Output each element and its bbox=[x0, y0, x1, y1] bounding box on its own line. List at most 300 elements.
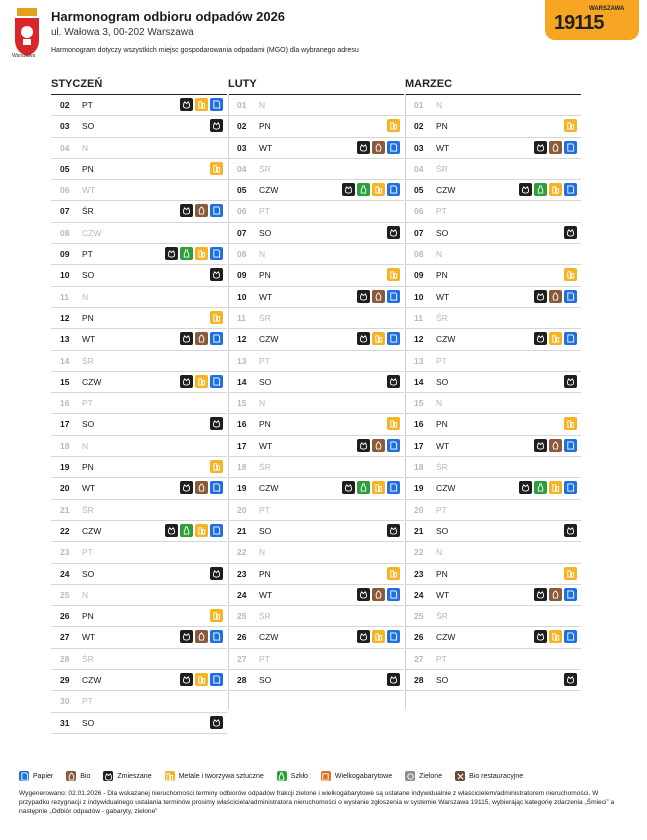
mixed-waste-icon bbox=[564, 375, 577, 388]
glass-icon bbox=[534, 183, 547, 196]
day-number: 08 bbox=[237, 249, 247, 260]
waste-icons bbox=[387, 567, 400, 580]
weekday: SO bbox=[436, 675, 449, 686]
mixed-waste-icon bbox=[165, 247, 178, 260]
day-number: 19 bbox=[237, 483, 247, 494]
waste-icons bbox=[387, 268, 400, 281]
day-row bbox=[51, 564, 227, 585]
legend-item bbox=[165, 771, 264, 781]
day-row bbox=[405, 265, 581, 286]
bio-waste-icon bbox=[195, 332, 208, 345]
bio-waste-icon bbox=[372, 588, 385, 601]
metal-plastic-icon bbox=[210, 311, 223, 324]
weekday: PT bbox=[259, 206, 270, 217]
weekday: N bbox=[82, 440, 89, 451]
day-row bbox=[51, 308, 227, 329]
glass-icon bbox=[180, 247, 193, 260]
column-divider bbox=[228, 94, 229, 709]
legend bbox=[19, 771, 523, 781]
day-row bbox=[228, 500, 404, 521]
legend-label: Bio restauracyjne bbox=[469, 772, 524, 780]
paper-icon bbox=[564, 481, 577, 494]
metal-plastic-icon bbox=[549, 183, 562, 196]
weekday: PT bbox=[82, 398, 93, 409]
day-number: 03 bbox=[237, 142, 247, 153]
day-number: 25 bbox=[414, 611, 424, 622]
day-number: 01 bbox=[414, 100, 424, 110]
day-number: 10 bbox=[414, 291, 424, 302]
month-header: STYCZEŃ bbox=[51, 78, 103, 90]
metal-plastic-icon bbox=[372, 332, 385, 345]
weekday: CZW bbox=[259, 483, 279, 494]
day-row bbox=[51, 478, 227, 499]
mixed-waste-icon bbox=[180, 204, 193, 217]
day-number: 04 bbox=[414, 163, 424, 174]
day-row bbox=[405, 564, 581, 585]
day-number: 28 bbox=[60, 653, 70, 664]
weekday: CZW bbox=[436, 632, 456, 643]
day-row bbox=[228, 308, 404, 329]
weekday: SO bbox=[82, 121, 95, 132]
weekday: PT bbox=[259, 355, 270, 366]
day-number: 22 bbox=[60, 525, 70, 536]
day-row bbox=[405, 180, 581, 201]
day-row bbox=[51, 691, 227, 712]
day-row bbox=[405, 542, 581, 563]
day-number: 26 bbox=[237, 632, 247, 643]
green-waste-icon bbox=[405, 771, 415, 781]
mixed-waste-icon bbox=[357, 141, 370, 154]
weekday: N bbox=[82, 589, 89, 600]
glass-icon bbox=[357, 481, 370, 494]
waste-icons bbox=[387, 375, 400, 388]
legend-label: Wielkogabarytowe bbox=[334, 772, 393, 780]
day-row bbox=[228, 116, 404, 137]
footer-note: Wygenerowano: 02.01.2026 - Dla wskazanej nieruchomości terminy odbiorów odpadów frakcji zielone i wielkogabarytowe są ustalane indywidualnie z właścicielem/administratorem nieruchomości. W przypadku rezygnacji z indywidualnego ustalania terminów prosimy właściciela/administratora nieruchomości o wysłanie zgłoszenia w systemie Warszawa 19115, wybierając kategorię zdarzenia „Śmieci” a następnie „Odbiór odpadów - gabaryty, zielone” bbox=[19, 790, 615, 815]
day-row bbox=[405, 372, 581, 393]
paper-icon bbox=[210, 204, 223, 217]
weekday: PN bbox=[259, 568, 271, 579]
weekday: PN bbox=[82, 611, 94, 622]
weekday: SO bbox=[259, 675, 272, 686]
metal-plastic-icon bbox=[372, 481, 385, 494]
waste-icons bbox=[387, 417, 400, 430]
day-number: 18 bbox=[237, 462, 247, 473]
waste-icons bbox=[519, 183, 577, 196]
day-row bbox=[405, 478, 581, 499]
paper-icon bbox=[564, 630, 577, 643]
weekday: ŚR bbox=[259, 462, 271, 473]
weekday: ŚR bbox=[259, 312, 271, 323]
weekday: PN bbox=[82, 462, 94, 473]
day-row bbox=[228, 670, 404, 691]
weekday: SO bbox=[82, 717, 95, 728]
day-list bbox=[51, 94, 227, 734]
day-row bbox=[51, 372, 227, 393]
day-number: 27 bbox=[60, 632, 70, 643]
day-row bbox=[51, 414, 227, 435]
day-number: 05 bbox=[237, 185, 247, 196]
weekday: SO bbox=[259, 376, 272, 387]
day-number: 14 bbox=[414, 376, 424, 387]
weekday: PN bbox=[259, 121, 271, 132]
metal-plastic-icon bbox=[564, 417, 577, 430]
waste-icons bbox=[564, 673, 577, 686]
bio-waste-icon bbox=[549, 290, 562, 303]
day-number: 23 bbox=[60, 547, 70, 558]
weekday: PT bbox=[436, 206, 447, 217]
day-row bbox=[405, 201, 581, 222]
warszawa-coat-of-arms-icon bbox=[13, 8, 41, 58]
mixed-waste-icon bbox=[387, 375, 400, 388]
weekday: N bbox=[259, 547, 266, 558]
waste-icons bbox=[564, 119, 577, 132]
metal-plastic-icon bbox=[564, 567, 577, 580]
paper-icon bbox=[210, 524, 223, 537]
day-row bbox=[228, 265, 404, 286]
page-title: Harmonogram odbioru odpadów 2026 bbox=[51, 9, 286, 24]
waste-icons bbox=[180, 332, 223, 345]
paper-icon bbox=[210, 98, 223, 111]
weekday: CZW bbox=[436, 185, 456, 196]
weekday: SO bbox=[436, 227, 449, 238]
weekday: ŚR bbox=[436, 312, 448, 323]
weekday: PN bbox=[259, 270, 271, 281]
paper-icon bbox=[210, 481, 223, 494]
weekday: WT bbox=[82, 632, 96, 643]
legend-label: Zielone bbox=[419, 772, 443, 780]
paper-icon bbox=[564, 588, 577, 601]
brand-number: 19115 bbox=[554, 12, 604, 34]
day-row bbox=[228, 521, 404, 542]
day-number: 20 bbox=[237, 504, 247, 515]
day-number: 16 bbox=[237, 419, 247, 430]
legend-item bbox=[277, 771, 308, 781]
day-row bbox=[228, 287, 404, 308]
day-row bbox=[405, 500, 581, 521]
waste-icons bbox=[534, 630, 577, 643]
weekday: SO bbox=[82, 419, 95, 430]
legend-item bbox=[66, 771, 90, 781]
waste-icons bbox=[519, 481, 577, 494]
day-number: 29 bbox=[60, 675, 70, 686]
month-header: MARZEC bbox=[405, 78, 453, 90]
day-row bbox=[228, 159, 404, 180]
waste-icons bbox=[534, 290, 577, 303]
day-number: 08 bbox=[60, 227, 70, 238]
mixed-waste-icon bbox=[342, 481, 355, 494]
weekday: WT bbox=[259, 440, 273, 451]
day-row bbox=[51, 542, 227, 563]
day-number: 16 bbox=[60, 398, 70, 409]
day-number: 12 bbox=[414, 334, 424, 345]
day-row bbox=[51, 116, 227, 137]
day-row bbox=[405, 393, 581, 414]
day-number: 22 bbox=[237, 547, 247, 558]
brand-19115-badge bbox=[545, 0, 639, 40]
day-row bbox=[228, 457, 404, 478]
weekday: WT bbox=[436, 440, 450, 451]
day-row bbox=[228, 329, 404, 350]
day-number: 26 bbox=[60, 611, 70, 622]
day-number: 12 bbox=[237, 334, 247, 345]
mixed-waste-icon bbox=[357, 439, 370, 452]
day-row bbox=[228, 393, 404, 414]
waste-icons bbox=[357, 439, 400, 452]
waste-icons bbox=[180, 673, 223, 686]
day-number: 04 bbox=[237, 163, 247, 174]
mixed-waste-icon bbox=[564, 673, 577, 686]
metal-plastic-icon bbox=[387, 567, 400, 580]
weekday: ŚR bbox=[436, 462, 448, 473]
day-number: 06 bbox=[60, 185, 70, 196]
day-row bbox=[405, 116, 581, 137]
day-number: 11 bbox=[237, 312, 246, 323]
weekday: WT bbox=[82, 185, 96, 196]
legend-label: Szkło bbox=[290, 772, 308, 780]
day-row bbox=[51, 287, 227, 308]
day-number: 18 bbox=[60, 440, 70, 451]
day-number: 20 bbox=[60, 483, 70, 494]
day-number: 17 bbox=[414, 440, 424, 451]
weekday: PT bbox=[82, 696, 93, 707]
glass-icon bbox=[180, 524, 193, 537]
day-row bbox=[228, 564, 404, 585]
paper-icon bbox=[387, 332, 400, 345]
weekday: ŚR bbox=[82, 206, 94, 217]
day-number: 03 bbox=[60, 121, 70, 132]
weekday: CZW bbox=[82, 675, 102, 686]
day-row bbox=[51, 244, 227, 265]
day-row bbox=[228, 606, 404, 627]
mixed-waste-icon bbox=[564, 524, 577, 537]
day-row bbox=[405, 329, 581, 350]
metal-plastic-icon bbox=[372, 630, 385, 643]
day-row bbox=[51, 180, 227, 201]
day-row bbox=[405, 627, 581, 648]
legend-item bbox=[405, 771, 442, 781]
day-number: 30 bbox=[60, 696, 70, 707]
waste-icons bbox=[387, 119, 400, 132]
day-number: 31 bbox=[60, 717, 70, 728]
day-row bbox=[405, 670, 581, 691]
waste-icons bbox=[210, 716, 223, 729]
day-row bbox=[228, 180, 404, 201]
waste-icons bbox=[564, 226, 577, 239]
metal-plastic-icon bbox=[210, 162, 223, 175]
weekday: PT bbox=[82, 100, 93, 110]
mixed-waste-icon bbox=[519, 183, 532, 196]
metal-plastic-icon bbox=[195, 247, 208, 260]
waste-icons bbox=[564, 524, 577, 537]
weekday: CZW bbox=[259, 632, 279, 643]
day-row bbox=[51, 457, 227, 478]
mixed-waste-icon bbox=[534, 588, 547, 601]
day-number: 03 bbox=[414, 142, 424, 153]
mixed-waste-icon bbox=[357, 630, 370, 643]
waste-icons bbox=[210, 311, 223, 324]
legend-label: Zmieszane bbox=[117, 772, 152, 780]
day-row bbox=[51, 159, 227, 180]
weekday: N bbox=[259, 398, 266, 409]
logo-caption: Warszawa bbox=[12, 53, 36, 59]
metal-plastic-icon bbox=[387, 119, 400, 132]
description: Harmonogram dotyczy wszystkich miejsc gospodarowania odpadami (MGO) dla wybranego adresu bbox=[51, 47, 359, 54]
paper-icon bbox=[564, 439, 577, 452]
metal-plastic-icon bbox=[165, 771, 175, 781]
waste-icons bbox=[564, 567, 577, 580]
day-number: 14 bbox=[60, 355, 70, 366]
day-row bbox=[405, 308, 581, 329]
paper-icon bbox=[210, 247, 223, 260]
day-number: 01 bbox=[237, 100, 247, 110]
weekday: ŚR bbox=[436, 611, 448, 622]
weekday: ŚR bbox=[259, 611, 271, 622]
day-row bbox=[405, 414, 581, 435]
waste-icons bbox=[564, 375, 577, 388]
weekday: N bbox=[436, 547, 443, 558]
mixed-waste-icon bbox=[534, 630, 547, 643]
mixed-waste-icon bbox=[387, 673, 400, 686]
weekday: PT bbox=[259, 653, 270, 664]
day-list bbox=[228, 94, 404, 691]
weekday: N bbox=[436, 100, 443, 110]
weekday: PN bbox=[259, 419, 271, 430]
day-number: 15 bbox=[414, 398, 424, 409]
address: ul. Wałowa 3, 00-202 Warszawa bbox=[51, 27, 194, 38]
day-row bbox=[405, 138, 581, 159]
day-row bbox=[405, 159, 581, 180]
weekday: PT bbox=[436, 355, 447, 366]
weekday: PT bbox=[82, 547, 93, 558]
weekday: SO bbox=[436, 376, 449, 387]
weekday: PN bbox=[436, 270, 448, 281]
mixed-waste-icon bbox=[210, 268, 223, 281]
day-row bbox=[51, 500, 227, 521]
waste-icons bbox=[165, 247, 223, 260]
waste-icons bbox=[180, 481, 223, 494]
day-number: 26 bbox=[414, 632, 424, 643]
bio-waste-icon bbox=[549, 141, 562, 154]
weekday: ŚR bbox=[82, 504, 94, 515]
metal-plastic-icon bbox=[387, 268, 400, 281]
day-number: 21 bbox=[237, 525, 247, 536]
weekday: SO bbox=[436, 525, 449, 536]
weekday: ŚR bbox=[436, 163, 448, 174]
day-number: 19 bbox=[60, 462, 70, 473]
weekday: PN bbox=[436, 121, 448, 132]
day-number: 20 bbox=[414, 504, 424, 515]
day-number: 02 bbox=[414, 121, 424, 132]
weekday: CZW bbox=[82, 525, 102, 536]
day-number: 02 bbox=[60, 100, 70, 110]
mixed-waste-icon bbox=[210, 119, 223, 132]
legend-label: Metale i tworzywa sztuczne bbox=[178, 772, 264, 780]
day-row bbox=[405, 95, 581, 116]
metal-plastic-icon bbox=[195, 673, 208, 686]
paper-icon bbox=[564, 332, 577, 345]
weekday: PN bbox=[82, 312, 94, 323]
waste-icons bbox=[357, 290, 400, 303]
legend-label: Papier bbox=[33, 772, 54, 780]
day-row bbox=[51, 265, 227, 286]
waste-icons bbox=[342, 481, 400, 494]
mixed-waste-icon bbox=[534, 439, 547, 452]
day-number: 12 bbox=[60, 312, 70, 323]
day-row bbox=[228, 244, 404, 265]
day-row bbox=[51, 351, 227, 372]
paper-icon bbox=[210, 332, 223, 345]
mixed-waste-icon bbox=[210, 716, 223, 729]
weekday: WT bbox=[82, 483, 96, 494]
waste-icons bbox=[387, 226, 400, 239]
day-row bbox=[228, 223, 404, 244]
mixed-waste-icon bbox=[534, 290, 547, 303]
day-row bbox=[51, 223, 227, 244]
day-number: 13 bbox=[60, 334, 70, 345]
weekday: WT bbox=[82, 334, 96, 345]
bio-waste-icon bbox=[372, 439, 385, 452]
bulky-waste-icon bbox=[321, 771, 331, 781]
waste-icons bbox=[534, 439, 577, 452]
day-row bbox=[51, 201, 227, 222]
day-number: 11 bbox=[60, 291, 69, 302]
paper-icon bbox=[387, 481, 400, 494]
mixed-waste-icon bbox=[564, 226, 577, 239]
column-divider bbox=[405, 94, 406, 709]
day-row bbox=[51, 670, 227, 691]
weekday: PN bbox=[82, 163, 94, 174]
paper-icon bbox=[387, 630, 400, 643]
day-number: 22 bbox=[414, 547, 424, 558]
day-number: 27 bbox=[414, 653, 424, 664]
waste-icons bbox=[357, 630, 400, 643]
waste-icons bbox=[387, 524, 400, 537]
mixed-waste-icon bbox=[180, 375, 193, 388]
metal-plastic-icon bbox=[195, 98, 208, 111]
paper-icon bbox=[564, 290, 577, 303]
day-number: 09 bbox=[414, 270, 424, 281]
day-row bbox=[228, 414, 404, 435]
day-row bbox=[405, 244, 581, 265]
day-row bbox=[51, 329, 227, 350]
weekday: WT bbox=[259, 589, 273, 600]
day-row bbox=[51, 393, 227, 414]
day-row bbox=[228, 201, 404, 222]
day-row bbox=[405, 436, 581, 457]
waste-icons bbox=[210, 460, 223, 473]
weekday: N bbox=[82, 291, 89, 302]
day-row bbox=[405, 585, 581, 606]
day-number: 04 bbox=[60, 142, 70, 153]
day-number: 24 bbox=[414, 589, 424, 600]
mixed-waste-icon bbox=[180, 98, 193, 111]
bio-waste-icon bbox=[549, 588, 562, 601]
legend-label: Bio bbox=[80, 772, 91, 780]
day-number: 25 bbox=[237, 611, 247, 622]
metal-plastic-icon bbox=[549, 630, 562, 643]
mixed-waste-icon bbox=[534, 141, 547, 154]
bio-waste-icon bbox=[372, 290, 385, 303]
day-row bbox=[51, 713, 227, 734]
waste-icons bbox=[180, 98, 223, 111]
day-number: 28 bbox=[414, 675, 424, 686]
mixed-waste-icon bbox=[342, 183, 355, 196]
mixed-waste-icon bbox=[210, 567, 223, 580]
day-number: 19 bbox=[414, 483, 424, 494]
bio-waste-icon bbox=[195, 630, 208, 643]
day-number: 02 bbox=[237, 121, 247, 132]
